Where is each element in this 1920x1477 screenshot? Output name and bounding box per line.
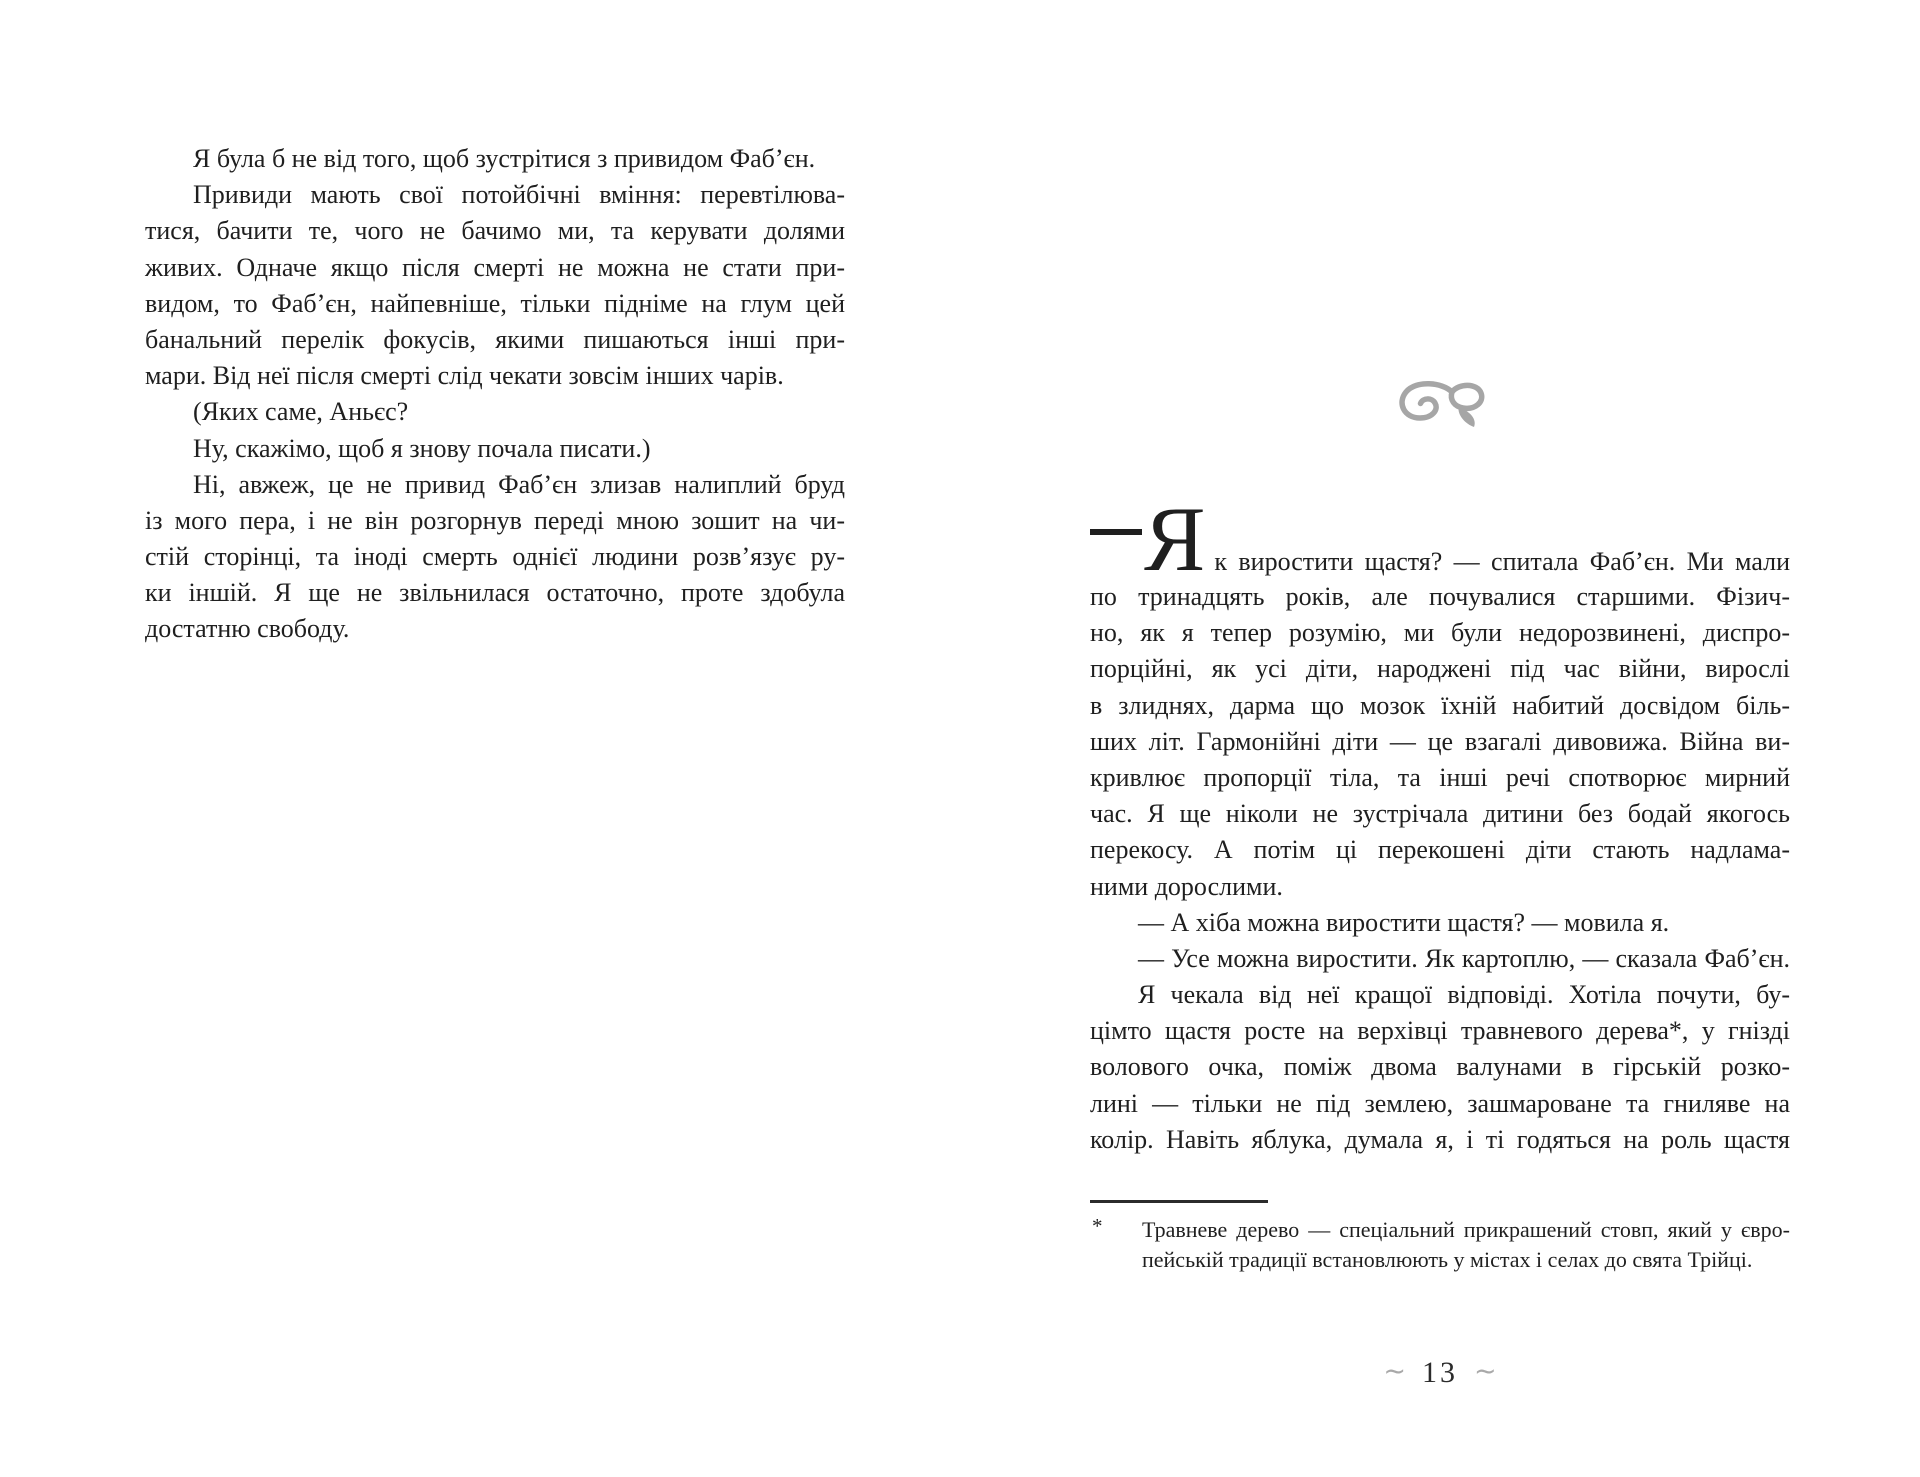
text-line: мари. Від неї після смерті слід чекати зовсім інших чарів. — [145, 361, 784, 391]
text-line: порційні, як усі діти, народжені під час війни, вирослі — [1090, 654, 1790, 684]
dialogue-dash — [1090, 529, 1142, 535]
text-line: ки іншій. Я ще не звільнилася остаточно, проте здобула — [145, 578, 845, 608]
text-line: в злиднях, дарма що мозок їхній набитий досвідом біль- — [1090, 690, 1790, 720]
tilde-ornament-left: ∼ — [1383, 1355, 1406, 1387]
footnote-divider — [1090, 1200, 1268, 1203]
text-line: час. Я ще ніколи не зустрічала дитини без бодай якогось — [1090, 799, 1790, 829]
right-page-text — [1090, 579, 1790, 1158]
text-line: Я чекала від неї кращої відповіді. Хотіла почути, бу- — [1138, 980, 1790, 1010]
drop-cap: Я — [1144, 488, 1206, 590]
page-number — [1090, 1353, 1790, 1393]
text-line: із мого пера, і не він розгорнув переді мною зошит на чи- — [145, 505, 845, 535]
text-line: Ну, скажімо, щоб я знову почала писати.) — [193, 433, 651, 463]
text-line: лині — тільки не під землею, зашмароване та гниляве на — [1090, 1088, 1790, 1118]
first-line-text: к виростити щастя? — спитала Фаб’єн. Ми мали — [1214, 547, 1790, 576]
text-line: по тринадцять років, але почувалися старшими. Фізич- — [1090, 582, 1790, 611]
text-line: — Усе можна виростити. Як картоплю, — сказала Фаб’єн. — [1138, 943, 1790, 973]
text-line: кривлює пропорції тіла, та інші речі спотворює мирний — [1090, 762, 1790, 792]
text-line: достатню свободу. — [145, 614, 350, 644]
text-line: Ні, авжеж, це не привид Фаб’єн злизав налиплий бруд — [193, 469, 845, 499]
text-line: стій сторінці, та іноді смерть однієї людини розв’язує ру- — [145, 542, 845, 572]
left-page-text — [145, 141, 845, 648]
text-line: тися, бачити те, чого не бачимо ми, та керувати долями — [145, 216, 845, 246]
text-line: перекосу. А потім ці перекошені діти стають надлама- — [1090, 835, 1790, 865]
text-line: Привиди мають свої потойбічні вміння: перевтілюва- — [193, 180, 845, 210]
text-line: банальний перелік фокусів, якими пишаються інші при- — [145, 324, 845, 354]
text-line: волового очка, поміж двома валунами в гірській розко- — [1090, 1052, 1790, 1082]
text-line: колір. Навіть яблука, думала я, і ті годяться на роль щастя — [1090, 1124, 1790, 1154]
text-line: Я була б не від того, щоб зустрітися з привидом Фаб’єн. — [193, 144, 816, 173]
text-line: ших літ. Гармонійні діти — це взагалі дивовижа. Війна ви- — [1090, 726, 1790, 756]
text-line: живих. Одначе якщо після смерті не можна не стати при- — [145, 252, 845, 282]
text-line: цімто щастя росте на верхівці травневого дерева*, у гнізді — [1090, 1016, 1790, 1046]
text-line: видом, то Фаб’єн, найпевніше, тільки підніме на глум цей — [145, 288, 845, 318]
footnote-line: пейській традиції встановлюють у містах і селах до свята Трійці. — [1142, 1247, 1753, 1272]
footnote-text — [1142, 1215, 1790, 1275]
text-line: (Яких саме, Аньєс? — [193, 397, 409, 427]
text-line: но, як я тепер розумію, ми були недорозвинені, диспро- — [1090, 618, 1790, 648]
footnote-marker: * — [1092, 1214, 1103, 1238]
footnote-line: Травневе дерево — спеціальний прикрашений стовп, який у євро- — [1142, 1217, 1790, 1242]
chapter-opening-line — [1090, 488, 1790, 593]
tilde-ornament-right: ∼ — [1474, 1355, 1497, 1387]
page-number-value: 13 — [1422, 1356, 1458, 1389]
text-line: ними дорослими. — [1090, 871, 1283, 901]
text-line: — А хіба можна виростити щастя? — мовила я. — [1138, 907, 1670, 937]
chapter-ornament — [1090, 378, 1790, 430]
swash-ornament-icon — [1394, 379, 1486, 429]
